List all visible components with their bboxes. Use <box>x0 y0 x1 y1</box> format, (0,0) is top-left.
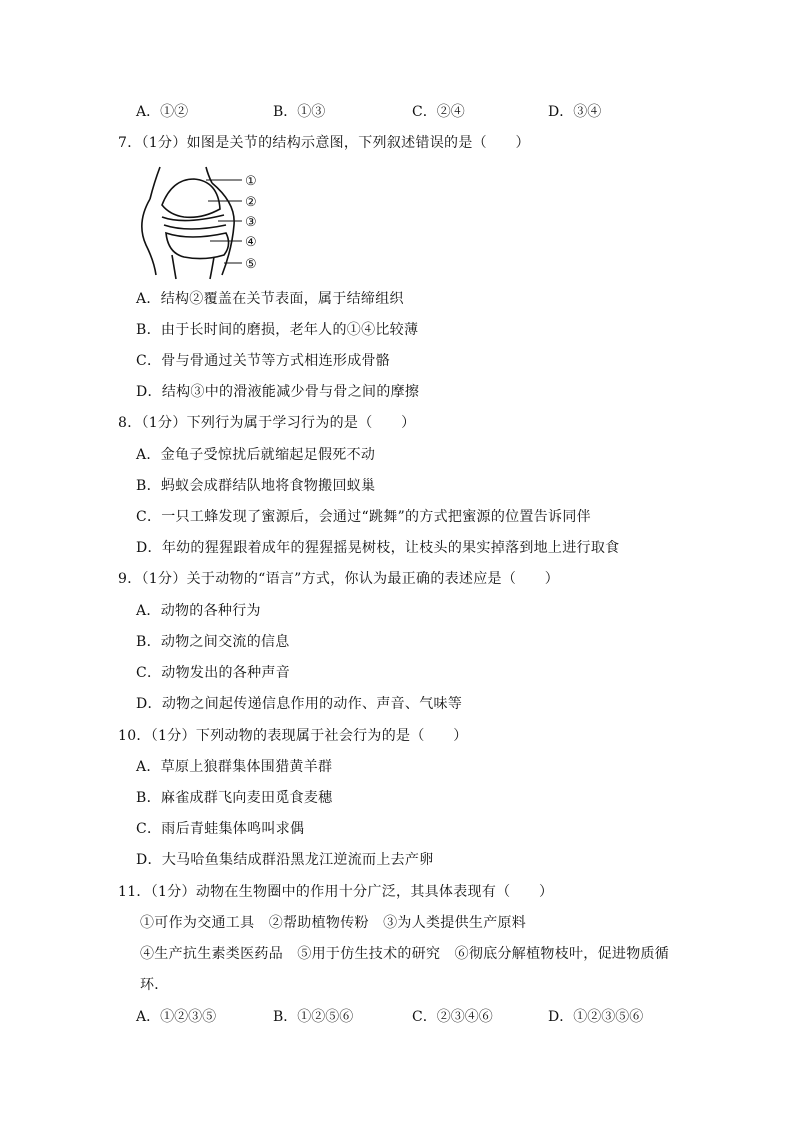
q11-option-a[interactable]: A．①②③⑤ <box>136 1009 217 1025</box>
q8-option-a[interactable]: A．金龟子受惊扰后就缩起足假死不动 <box>136 447 376 463</box>
q9-option-a[interactable]: A．动物的各种行为 <box>136 603 261 619</box>
diagram-label-4: ④ <box>245 235 257 250</box>
q11-option-b[interactable]: B．①②⑤⑥ <box>273 1009 354 1025</box>
q8-stem: 8．（1分）下列行为属于学习行为的是（ ） <box>118 415 416 431</box>
q10-option-b[interactable]: B．麻雀成群飞向麦田觅食麦穗 <box>136 790 333 806</box>
q7-option-a[interactable]: A．结构②覆盖在关节表面，属于结缔组织 <box>136 291 404 307</box>
q10-stem: 10．（1分）下列动物的表现属于社会行为的是（ ） <box>118 728 468 744</box>
q7-stem: 7．（1分）如图是关节的结构示意图，下列叙述错误的是（ ） <box>118 135 530 151</box>
q9-option-c[interactable]: C．动物发出的各种声音 <box>136 665 291 681</box>
q7-option-b[interactable]: B．由于长时间的磨损，老年人的①④比较薄 <box>136 322 419 338</box>
diagram-label-3: ③ <box>245 215 257 230</box>
q6-option-a[interactable]: A．①② <box>136 104 189 120</box>
q9-stem: 9．（1分）关于动物的“语言”方式，你认为最正确的表述应是（ ） <box>118 571 560 587</box>
q10-option-c[interactable]: C．雨后青蛙集体鸣叫求偶 <box>136 821 305 837</box>
q6-option-d[interactable]: D．③④ <box>548 104 602 120</box>
q9-option-b[interactable]: B．动物之间交流的信息 <box>136 634 290 650</box>
q9-option-d[interactable]: D．动物之间起传递信息作用的动作、声音、气味等 <box>136 696 463 712</box>
q11-statements-line-1: ①可作为交通工具 ②帮助植物传粉 ③为人类提供生产原料 <box>140 915 527 931</box>
diagram-label-5: ⑤ <box>245 257 257 272</box>
q6-option-b[interactable]: B．①③ <box>273 104 326 120</box>
q11-statements-line-3: 环． <box>140 977 169 993</box>
q11-option-d[interactable]: D．①②③⑤⑥ <box>548 1009 644 1025</box>
q6-option-c[interactable]: C．②④ <box>412 104 465 120</box>
diagram-label-1: ① <box>245 174 257 189</box>
joint-diagram <box>132 163 272 281</box>
q8-option-c[interactable]: C．一只工蜂发现了蜜源后，会通过“跳舞”的方式把蜜源的位置告诉同伴 <box>136 509 591 525</box>
q8-option-d[interactable]: D．年幼的猩猩跟着成年的猩猩摇晃树枝，让枝头的果实掉落到地上进行取食 <box>136 540 620 556</box>
diagram-label-2: ② <box>245 195 257 210</box>
q11-stem: 11．（1分）动物在生物圈中的作用十分广泛，其具体表现有（ ） <box>118 884 554 900</box>
q8-option-b[interactable]: B．蚂蚁会成群结队地将食物搬回蚁巢 <box>136 478 376 494</box>
q10-option-d[interactable]: D．大马哈鱼集结成群沿黑龙江逆流而上去产卵 <box>136 852 434 868</box>
q11-statements-line-2: ④生产抗生素类医药品 ⑤用于仿生技术的研究 ⑥彻底分解植物枝叶，促进物质循 <box>140 946 670 962</box>
q11-option-c[interactable]: C．②③④⑥ <box>412 1009 493 1025</box>
q10-option-a[interactable]: A．草原上狼群集体围猎黄羊群 <box>136 759 333 775</box>
q7-option-d[interactable]: D．结构③中的滑液能减少骨与骨之间的摩擦 <box>136 384 420 400</box>
q7-option-c[interactable]: C．骨与骨通过关节等方式相连形成骨骼 <box>136 353 391 369</box>
